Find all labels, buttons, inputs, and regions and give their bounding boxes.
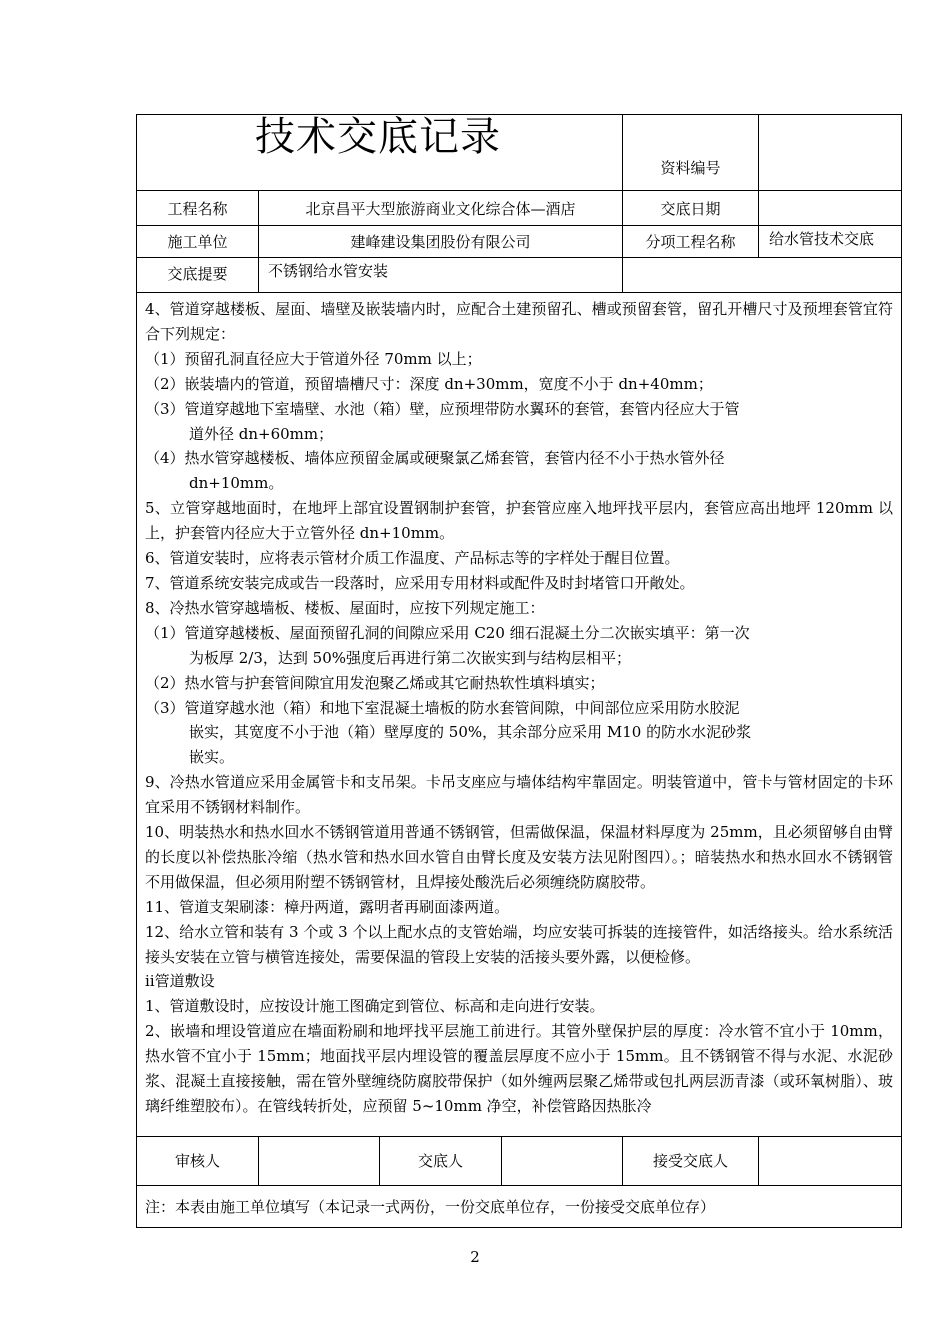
disclosure-form: [136, 114, 902, 1228]
content-paragraph: 7、管道系统安装完成或告一段落时，应采用专用材料或配件及时封堵管口开敞处。: [145, 573, 695, 592]
content-paragraph: dn+10mm。: [189, 474, 284, 493]
summary-label: 交底提要: [167, 265, 228, 283]
content-paragraph: 嵌实。: [189, 748, 235, 767]
disclosure-content: [137, 293, 901, 1119]
content-paragraph: 6、管道安装时，应将表示管材介质工作温度、产品标志等的字样处于醒目位置。: [145, 549, 680, 568]
row-divider: [137, 225, 901, 226]
content-paragraph: （1）管道穿越楼板、屋面预留孔洞的间隙应采用 C20 细石混凝土分二次嵌实填平：第一次: [145, 623, 750, 642]
content-paragraph: （1）预留孔洞直径应大于管道外径 70mm 以上；: [145, 349, 482, 368]
disclosure-date-label: 交底日期: [660, 200, 721, 218]
row-divider: [137, 1185, 901, 1186]
content-paragraph: （4）热水管穿越楼板、墙体应预留金属或硬聚氯乙烯套管，套管内径不小于热水管外径: [145, 449, 725, 468]
project-name-label: 工程名称: [167, 200, 228, 218]
project-name-value: 北京昌平大型旅游商业文化综合体—酒店: [305, 200, 576, 218]
row-divider: [137, 190, 901, 191]
receiver-label: 接受交底人: [652, 1152, 728, 1170]
page-number: 2: [470, 1248, 480, 1266]
content-paragraph: 12、给水立管和装有 3 个或 3 个以上配水点的支管始端，均应安装可拆装的连接管件，如活络接头。给水系统活接头安装在立管与横管连接处，需要保温的管段上安装的活接头要外露，以便检修。: [145, 922, 893, 966]
content-paragraph: 10、明装热水和热水回水不锈钢管道用普通不锈钢管，但需做保温，保温材料厚度为 25mm，且必须留够自由臂的长度以补偿热胀冷缩（热水管和热水回水管自由臂长度及安装方法见附图四）。；暗装热水和热水回水不锈钢管不用做保温，但必须用附塑不锈钢管材，且焊接处酸洗后必须缠绕防腐胶带。: [145, 823, 893, 891]
content-paragraph: 11、管道支架刷漆：樟丹两道，露明者再刷面漆两道。: [145, 897, 510, 916]
content-paragraph: ⅱ管道敷设: [145, 972, 215, 991]
reviewer-label: 审核人: [174, 1152, 220, 1170]
content-paragraph: 4、管道穿越楼板、屋面、墙壁及嵌装墙内时，应配合土建预留孔、槽或预留套管，留孔开槽尺寸及预埋套管宜符合下列规定：: [145, 300, 893, 343]
content-paragraph: （2）嵌装墙内的管道，预留墙槽尺寸：深度 dn+30mm，宽度不小于 dn+40mm；: [145, 374, 713, 393]
contractor-value: 建峰建设集团股份有限公司: [350, 233, 531, 251]
col-divider: [501, 1136, 502, 1185]
discloser-label: 交底人: [417, 1152, 463, 1170]
col-divider: [758, 1136, 759, 1185]
doc-number-label: 资料编号: [660, 159, 721, 177]
row-divider: [137, 1136, 901, 1137]
content-paragraph: 为板厚 2/3，达到 50%强度后再进行第二次嵌实到与结构层相平；: [189, 648, 632, 667]
summary-value: 不锈钢给水管安装: [268, 262, 389, 280]
content-paragraph: （3）管道穿越地下室墙壁、水池（箱）壁，应预埋带防水翼环的套管，套管内径应大于管: [145, 399, 740, 418]
contractor-label: 施工单位: [167, 233, 228, 251]
subproject-value: 给水管技术交底: [769, 230, 875, 248]
row-divider: [137, 257, 901, 258]
content-paragraph: （3）管道穿越水池（箱）和地下室混凝土墙板的防水套管间隙，中间部位应采用防水胶泥: [145, 698, 740, 717]
subproject-label: 分项工程名称: [645, 233, 736, 251]
form-note: 注：本表由施工单位填写（本记录一式两份，一份交底单位存，一份接受交底单位存）: [145, 1198, 716, 1216]
content-paragraph: 5、立管穿越地面时，在地坪上部宜设置钢制护套管，护套管应座入地坪找平层内，套管应高出地坪 120mm 以上，护套管内径应大于立管外径 dn+10mm。: [145, 499, 893, 543]
content-paragraph: 8、冷热水管穿越墙板、楼板、屋面时，应按下列规定施工：: [145, 598, 545, 617]
content-paragraph: （2）热水管与护套管间隙宜用发泡聚乙烯或其它耐热软性填料填实；: [145, 673, 605, 692]
content-paragraph: 嵌实，其宽度不小于池（箱）壁厚度的 50%，其余部分应采用 M10 的防水水泥砂浆: [189, 723, 752, 742]
col-divider: [758, 115, 759, 257]
content-paragraph: 道外径 dn+60mm；: [189, 424, 334, 443]
content-paragraph: 2、嵌墙和埋设管道应在墙面粉刷和地坪找平层施工前进行。其管外壁保护层的厚度：冷水管不宜小于 10mm，热水管不宜小于 15mm；地面找平层内埋设管的覆盖层厚度不应小于 15mm。且不锈钢管不得与水泥、水泥砂浆、混凝土直接接触，需在管外壁缠绕防腐胶带保护（如外缠两层聚乙烯带或包扎两层沥青漆（或环氧树脂）、玻璃纤维塑胶布）。在管线转折处，应预留 5~10mm 净空，补偿管路因热胀冷: [145, 1022, 893, 1115]
content-paragraph: 9、冷热水管道应采用金属管卡和支吊架。卡吊支座应与墙体结构牢靠固定。明装管道中，管卡与管材固定的卡环宜采用不锈钢材料制作。: [145, 773, 893, 817]
col-divider: [258, 1136, 259, 1185]
content-paragraph: 1、管道敷设时，应按设计施工图确定到管位、标高和走向进行安装。: [145, 997, 605, 1016]
form-title: 技术交底记录: [255, 114, 501, 160]
